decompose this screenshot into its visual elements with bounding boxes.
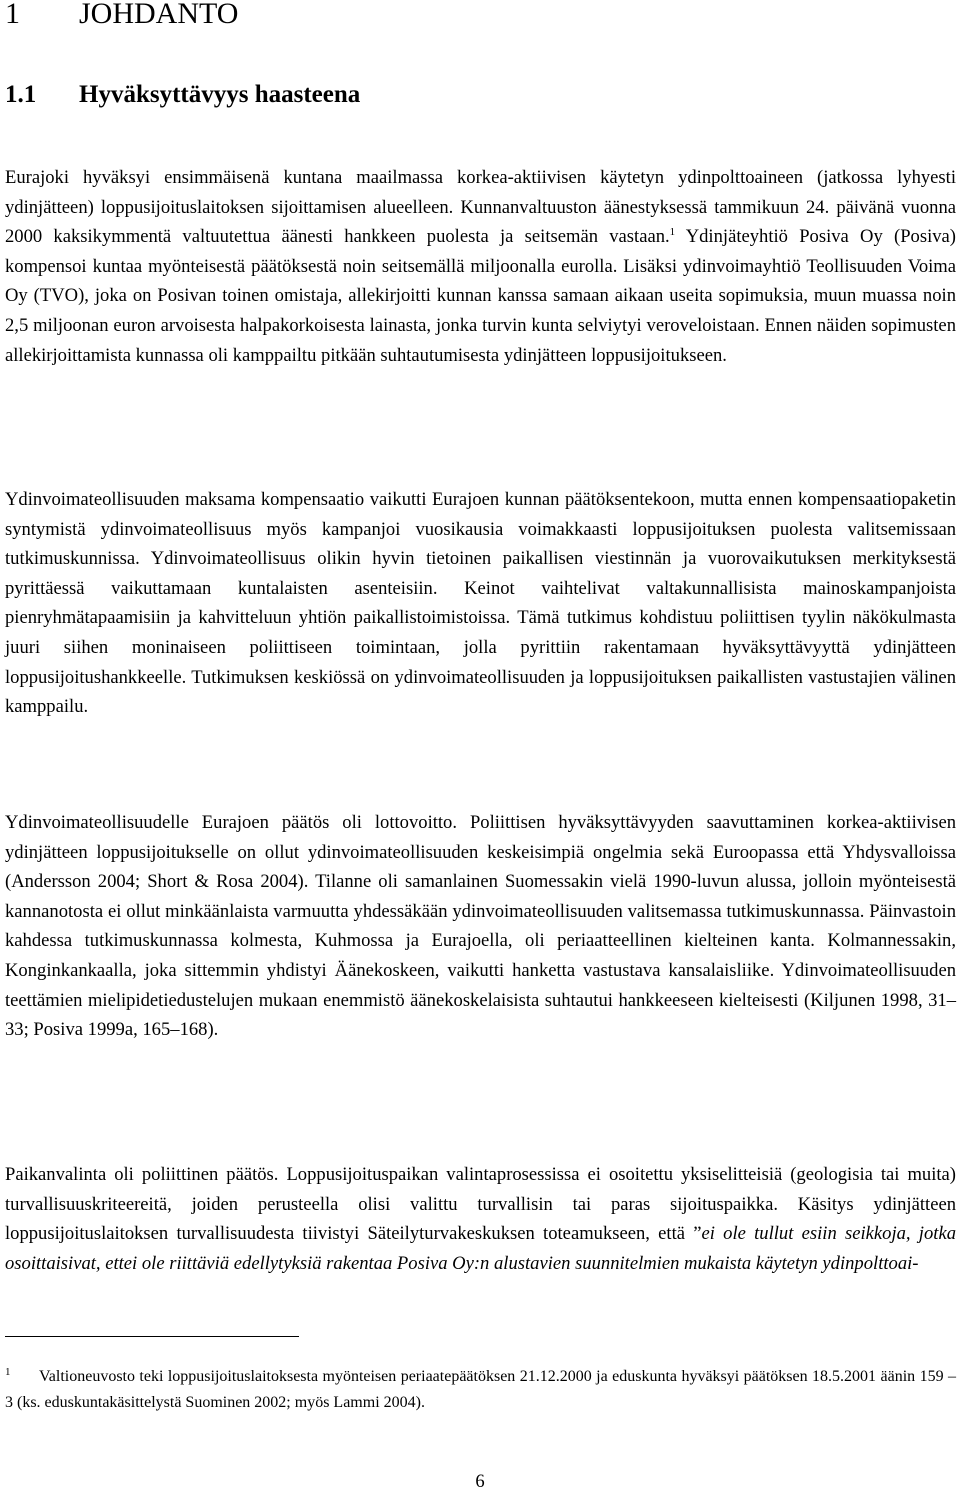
paragraph-3: Ydinvoimateollisuudelle Eurajoen päätös oli lottovoitto. Poliittisen hyväksyttävyyden saavuttaminen korkea-aktiivisen ydinjätteen loppusijoitukselle on ollut ydinvoimateollisuuden keskeisimpiä ongelmia sekä Euroopassa että Yhdysvalloissa (Andersson 2004; Short & Rosa 2004). Tilanne oli samanlainen Suomessakin vielä 1990-luvun alussa, jolloin myönteisestä kannanotosta ei ollut minkäänlaista varmuutta yhdessäkään ydinvoimateollisuuden valitsemassa tutkimuskunnassa. Päinvastoin kahdessa tutkimuskunnassa kolmesta, Kuhmossa ja Eurajoella, oli periaatteellinen kielteinen kanta. Kolmannessakin, Konginkankaalla, joka sittemmin yhdistyi Äänekoskeen, vaikutti hanketta vastustava kansalaisliike. Ydinvoimateollisuuden teettämien mielipidetiedustelujen mukaan enemmistö äänekoskelaisista suhtautui hankkeeseen kielteisesti (Kiljunen 1998, 31–33; Posiva 1999a, 165–168). (5, 812, 956, 1041)
section-number: 1.1 (5, 81, 37, 108)
section-heading (5, 80, 360, 110)
chapter-number: 1 (5, 0, 20, 30)
chapter-title: JOHDANTO (79, 0, 239, 30)
section-title: Hyväksyttävyys haasteena (79, 81, 361, 108)
paragraph-1 (5, 163, 956, 370)
paragraph-4-text: Paikanvalinta oli poliittinen päätös. Loppusijoituspaikan valintaprosessissa ei osoitettu yksiselitteisiä (geologisia tai muita) turvallisuuskriteereitä, joiden perusteella olisi valittu turvallisin tai paras sijoituspaikka. Käsitys ydinjätteen loppusijoituslaitoksen turvallisuudesta tiivistyi Säteilyturvakeskuksen toteamukseen, että ” (5, 1164, 956, 1245)
paragraph-1-text-a: Eurajoki hyväksyi ensimmäisenä kuntana maailmassa korkea-aktiivisen käytetyn ydinpolttoaineen (jatkossa lyhyesti ydinjätteen) loppusijoituslaitoksen sijoittamisen alueelleen. Kunnanvaltuuston äänestyksessä tammikuun 24. päivänä vuonna 2000 kaksikymmentä valtuutettua äänesti hankkeen puolesta ja seitsemän vastaan. (5, 167, 956, 248)
footnote: 1 Valtioneuvosto teki loppusijoituslaitoksesta myönteisen periaatepäätöksen 21.12.2000 ja eduskunta hyväksyi päätöksen 18.5.2001 äänin 159 – 3 (ks. eduskuntakäsittelystä Suominen 2002; myös Lammi 2004). (5, 1366, 956, 1411)
footnote-text: Valtioneuvosto teki loppusijoituslaitoksesta myönteisen periaatepäätöksen 21.12.2000 ja eduskunta hyväksyi päätöksen 18.5.2001 äänin 159 – 3 (ks. eduskuntakäsittelystä Suominen 2002; myös Lammi 2004). (5, 1368, 956, 1411)
footnote-reference: 1 (669, 226, 676, 239)
paragraph-4-quote: ei ole tullut esiin seikkoja, jotka osoittaisivat, ettei ole riittäviä edellytyksiä rakentaa Posiva Oy:n alustavien suunnitelmien mukaista käytetyn ydinpolttoai- (5, 1223, 956, 1274)
paragraph-4 (5, 1160, 956, 1278)
paragraph-1-text-b: Ydinjäteyhtiö Posiva Oy (Posiva) kompensoi kuntaa myönteisestä päätöksestä noin seitsemällä miljoonalla eurolla. Lisäksi ydinvoimayhtiö Teollisuuden Voima Oy (TVO), joka on Posivan toinen omistaja, allekirjoitti kunnan kanssa samaan aikaan useita sopimuksia, muun muassa noin 2,5 miljoonan euron arvoisesta halpakorkoisesta lainasta, jonka turvin kunta selviytyi veroveloistaan. Ennen näiden sopimusten allekirjoittamista kunnassa oli kamppailtu pitkään suhtautumisesta ydinjätteen loppusijoitukseen. (5, 226, 956, 366)
chapter-heading (5, 0, 238, 32)
paragraph-2: Ydinvoimateollisuuden maksama kompensaatio vaikutti Eurajoen kunnan päätöksentekoon, mutta ennen kompensaatiopaketin syntymistä ydinvoimateollisuus myös kampanjoi vuosikausia voimakkaasti loppusijoituksen puolesta valitsemissaan tutkimuskunnissa. Ydinvoimateollisuus olikin hyvin tietoinen paikallisen viestinnän ja vuorovaikutuksen merkityksestä pyrittäessä vaikuttamaan kuntalaisten asenteisiin. Keinot vaihtelivat valtakunnallisista mainoskampanjoista pienryhmätapaamisiin ja kahvitteluun yhtiön paikallistoimistoissa. Tämä tutkimus kohdistuu poliittisen tyylin näkökulmasta juuri siihen moninaiseen poliittiseen toimintaan, jolla pyrittiin rakentamaan hyväksyttävyyttä ydinjätteen loppusijoitushankkeelle. Tutkimuksen keskiössä on ydinvoimateollisuuden ja loppusijoituksen paikallisten vastustajien välinen kamppailu. (5, 489, 956, 718)
footnote-separator (5, 1336, 299, 1337)
page-number: 6 (475, 1471, 485, 1492)
